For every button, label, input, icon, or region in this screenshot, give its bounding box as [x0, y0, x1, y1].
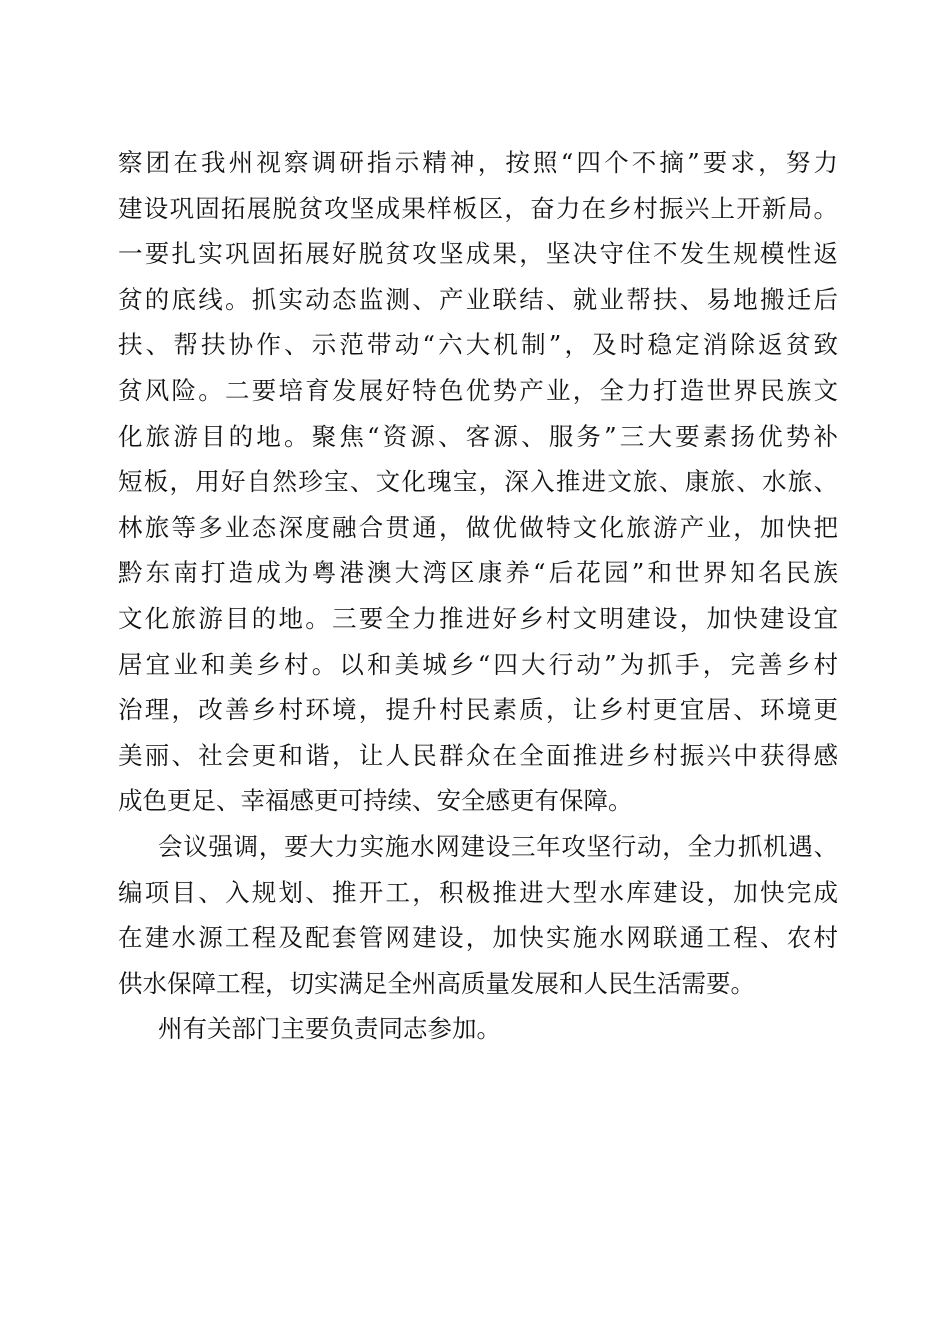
- text-line: 居宜业和美乡村。以和美城乡“四大行动”为抓手，完善乡村: [118, 649, 838, 679]
- text-line: 察团在我州视察调研指示精神，按照“四个不摘”要求，努力: [118, 148, 838, 177]
- text-line: 供水保障工程，切实满足全州高质量发展和人民生活需要。: [118, 968, 755, 998]
- document-body: [118, 140, 838, 1052]
- text-line: 建设巩固拓展脱贫攻坚成果样板区，奋力在乡村振兴上开新局。: [118, 193, 838, 223]
- text-line: 治理，改善乡村环境，提升村民素质，让乡村更宜居、环境更: [118, 695, 838, 725]
- text-line: 编项目、入规划、推开工，积极推进大型水库建设，加快完成: [118, 877, 838, 907]
- text-line: 扶、帮扶协作、示范带动“六大机制”，及时稳定消除返贫致: [118, 330, 838, 360]
- text-line: 美丽、社会更和谐，让人民群众在全面推进乡村振兴中获得感: [118, 740, 838, 770]
- text-line: 贫的底线。抓实动态监测、产业联结、就业帮扶、易地搬迁后: [118, 284, 838, 314]
- text-line: 化旅游目的地。聚焦“资源、客源、服务”三大要素扬优势补: [118, 421, 838, 451]
- text-line: 会议强调，要大力实施水网建设三年攻坚行动，全力抓机遇、: [158, 831, 838, 861]
- text-line: 州有关部门主要负责同志参加。: [158, 1014, 501, 1044]
- text-line: 贫风险。二要培育发展好特色优势产业，全力打造世界民族文: [118, 375, 838, 405]
- paragraph-1: [118, 140, 838, 824]
- paragraph-2: [118, 824, 838, 1006]
- text-line: 一要扎实巩固拓展好脱贫攻坚成果，坚决守住不发生规模性返: [118, 239, 838, 269]
- text-line: 黔东南打造成为粤港澳大湾区康养“后花园”和世界知名民族: [118, 558, 838, 588]
- text-line: 短板，用好自然珍宝、文化瑰宝，深入推进文旅、康旅、水旅、: [118, 467, 838, 497]
- text-line: 成色更足、幸福感更可持续、安全感更有保障。: [118, 786, 633, 816]
- text-line: 文化旅游目的地。三要全力推进好乡村文明建设，加快建设宜: [118, 603, 838, 633]
- text-line: 林旅等多业态深度融合贯通，做优做特文化旅游产业，加快把: [118, 512, 838, 542]
- paragraph-3: [118, 1006, 838, 1052]
- text-line: 在建水源工程及配套管网建设，加快实施水网联通工程、农村: [118, 923, 838, 953]
